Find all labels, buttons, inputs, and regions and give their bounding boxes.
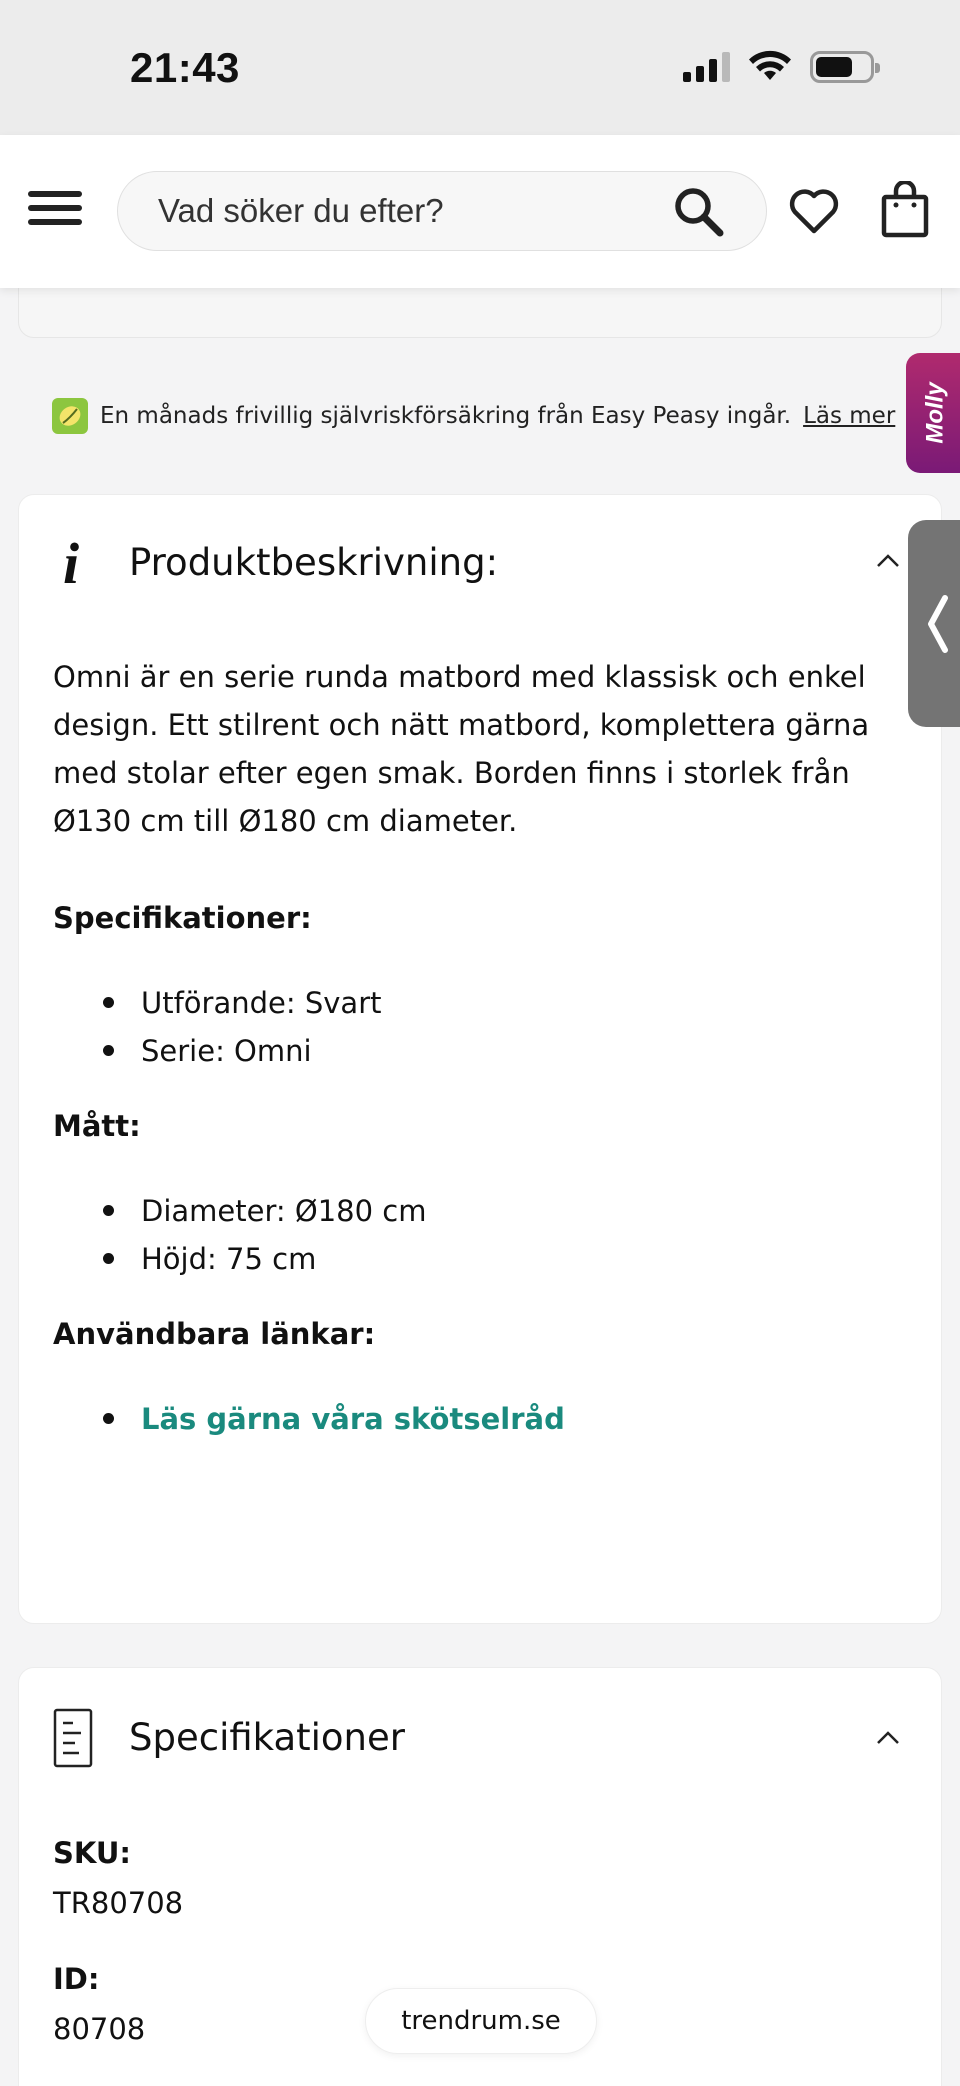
search-bar[interactable] bbox=[117, 171, 767, 251]
id-label: ID: bbox=[53, 1962, 100, 1996]
wifi-icon bbox=[748, 50, 792, 84]
info-icon: i bbox=[63, 531, 80, 596]
document-icon bbox=[53, 1708, 93, 1768]
heart-icon[interactable] bbox=[788, 185, 840, 237]
status-icons bbox=[683, 50, 874, 84]
care-advice-link[interactable]: Läs gärna våra skötselråd bbox=[141, 1395, 893, 1443]
shopping-bag-icon[interactable] bbox=[880, 181, 930, 239]
section-title: Specifikationer bbox=[129, 1716, 405, 1759]
product-description-section bbox=[18, 494, 942, 1624]
search-icon[interactable] bbox=[670, 183, 726, 239]
menu-icon[interactable] bbox=[28, 191, 82, 231]
list-item: Höjd: 75 cm bbox=[141, 1235, 893, 1283]
chevron-left-icon bbox=[925, 594, 951, 654]
insurance-read-more-link[interactable]: Läs mer bbox=[803, 403, 896, 429]
chevron-up-icon[interactable] bbox=[875, 551, 901, 569]
sku-label: SKU: bbox=[53, 1836, 131, 1870]
site-header bbox=[0, 135, 960, 288]
description-text: Omni är en serie runda matbord med klassisk och enkel design. Ett stilrent och nätt matbord, komplettera gärna med stolar efter egen smak. Borden finns i storlek från Ø130 cm till Ø180 cm diameter. bbox=[53, 660, 870, 838]
measures-list bbox=[53, 1187, 893, 1283]
product-description-header[interactable] bbox=[19, 495, 941, 635]
status-bar bbox=[0, 0, 960, 135]
molly-chat-tab[interactable] bbox=[906, 353, 960, 473]
links-list bbox=[53, 1395, 893, 1443]
section-title: Produktbeskrivning: bbox=[129, 541, 499, 584]
description-body bbox=[53, 653, 893, 1443]
list-item: Serie: Omni bbox=[141, 1027, 893, 1075]
links-heading: Användbara länkar: bbox=[53, 1317, 376, 1351]
url-bar[interactable]: trendrum.se bbox=[365, 1988, 597, 2054]
side-panel-handle[interactable] bbox=[908, 520, 960, 727]
battery-icon bbox=[810, 51, 874, 83]
id-value: 80708 bbox=[53, 2012, 146, 2046]
cellular-signal-icon bbox=[683, 52, 730, 82]
sku-value: TR80708 bbox=[53, 1886, 184, 1920]
insurance-notice bbox=[52, 398, 895, 434]
easy-peasy-lemon-icon bbox=[52, 398, 88, 434]
status-time: 21:43 bbox=[130, 44, 240, 91]
list-item: Diameter: Ø180 cm bbox=[141, 1187, 893, 1235]
specs-list bbox=[53, 979, 893, 1075]
chevron-up-icon[interactable] bbox=[875, 1728, 901, 1746]
molly-label: Molly bbox=[922, 382, 949, 444]
measure-heading: Mått: bbox=[53, 1109, 141, 1143]
search-input[interactable] bbox=[158, 192, 670, 230]
specs-heading: Specifikationer: bbox=[53, 901, 312, 935]
list-item: Utförande: Svart bbox=[141, 979, 893, 1027]
insurance-text: En månads frivillig självriskförsäkring från Easy Peasy ingår. bbox=[100, 403, 792, 429]
